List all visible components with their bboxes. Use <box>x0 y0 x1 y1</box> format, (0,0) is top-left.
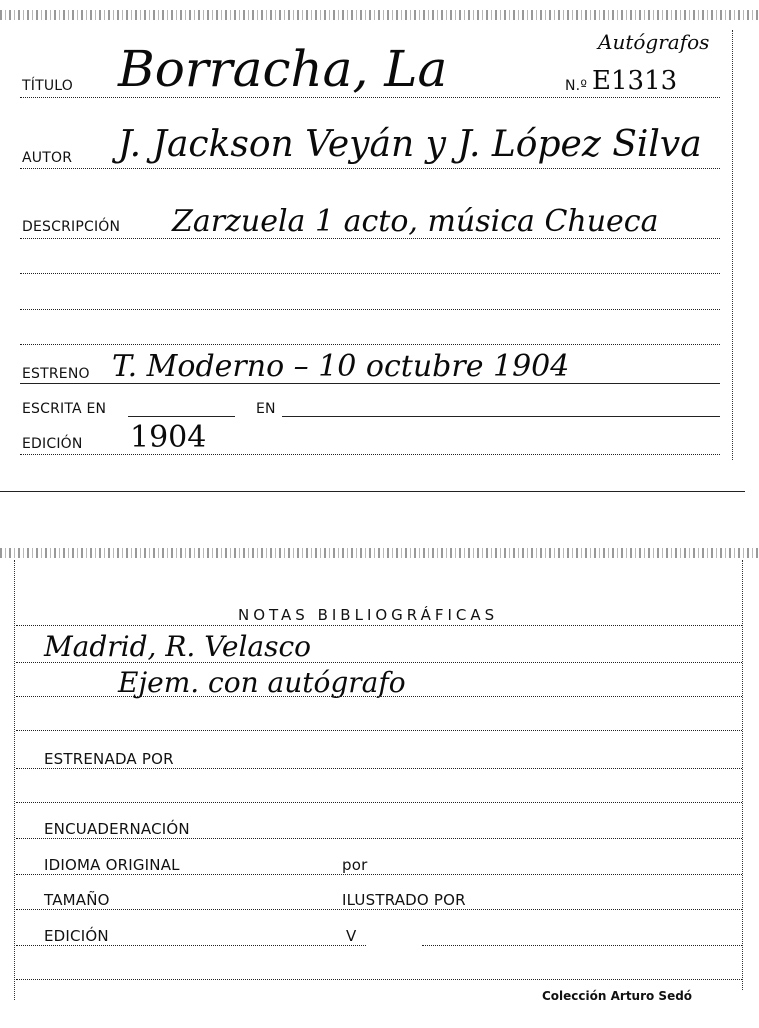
card-right-border <box>742 560 743 990</box>
v-label: V <box>346 927 357 945</box>
encuadernacion-rule <box>16 838 742 839</box>
estreno-value: T. Moderno – 10 octubre 1904 <box>112 349 570 384</box>
notas-line1: Madrid, R. Velasco <box>44 630 312 663</box>
catalog-card-front <box>0 0 759 500</box>
numero-value: E1313 <box>592 66 678 96</box>
blank-rule-1 <box>20 273 720 274</box>
card-right-border <box>732 30 733 460</box>
tamano-label: TAMAÑO <box>44 891 110 909</box>
autor-label: AUTOR <box>22 150 73 166</box>
idioma-rule <box>16 874 742 875</box>
card-top-edge <box>0 10 759 20</box>
corner-note: Autógrafos <box>598 30 710 54</box>
estrenada-label: ESTRENADA POR <box>44 750 174 768</box>
autor-rule <box>20 168 720 169</box>
notas-rule-4 <box>16 730 742 731</box>
estrenada-rule <box>16 768 742 769</box>
numero-label: N.º <box>565 78 588 94</box>
descripcion-value: Zarzuela 1 acto, música Chueca <box>172 204 659 239</box>
autor-value: J. Jackson Veyán y J. López Silva <box>118 124 702 165</box>
encuadernacion-label: ENCUADERNACIÓN <box>44 820 190 838</box>
catalog-card-back <box>0 540 759 1028</box>
blank-rule <box>16 802 742 803</box>
tamano-rule <box>16 909 742 910</box>
titulo-label: TÍTULO <box>22 78 73 94</box>
notas-rule-1 <box>16 625 742 626</box>
edicion-rule <box>20 454 720 455</box>
edicion-value: 1904 <box>130 420 207 455</box>
por-label: por <box>342 856 368 874</box>
notas-rule-2 <box>16 662 742 663</box>
escrita-rule-a <box>128 416 235 417</box>
escrita-label: ESCRITA EN <box>22 401 107 417</box>
ilustrado-label: ILUSTRADO POR <box>342 891 466 909</box>
idioma-label: IDIOMA ORIGINAL <box>44 856 180 874</box>
card-left-border <box>14 560 15 1000</box>
estreno-rule <box>20 383 720 384</box>
notas-rule-3 <box>16 696 742 697</box>
blank-rule-3 <box>20 344 720 345</box>
notas-line2: Ejem. con autógrafo <box>118 666 406 699</box>
estreno-label: ESTRENO <box>22 366 90 382</box>
en-label: EN <box>256 401 276 417</box>
blank-rule-2 <box>20 309 720 310</box>
notas-heading: NOTAS BIBLIOGRÁFICAS <box>238 606 499 624</box>
card-top-edge <box>0 548 759 558</box>
escrita-rule-b <box>282 416 720 417</box>
collection-credit: Colección Arturo Sedó <box>542 989 693 1003</box>
edicion-label: EDICIÓN <box>22 436 83 452</box>
titulo-rule <box>20 97 720 98</box>
edicion-rule-b <box>422 945 742 946</box>
titulo-value: Borracha, La <box>118 40 448 98</box>
descripcion-rule <box>20 238 720 239</box>
edicion-label: EDICIÓN <box>44 927 109 945</box>
descripcion-label: DESCRIPCIÓN <box>22 219 121 235</box>
final-rule <box>16 979 742 980</box>
edicion-rule-a <box>16 945 366 946</box>
card-separator-top <box>0 491 745 492</box>
